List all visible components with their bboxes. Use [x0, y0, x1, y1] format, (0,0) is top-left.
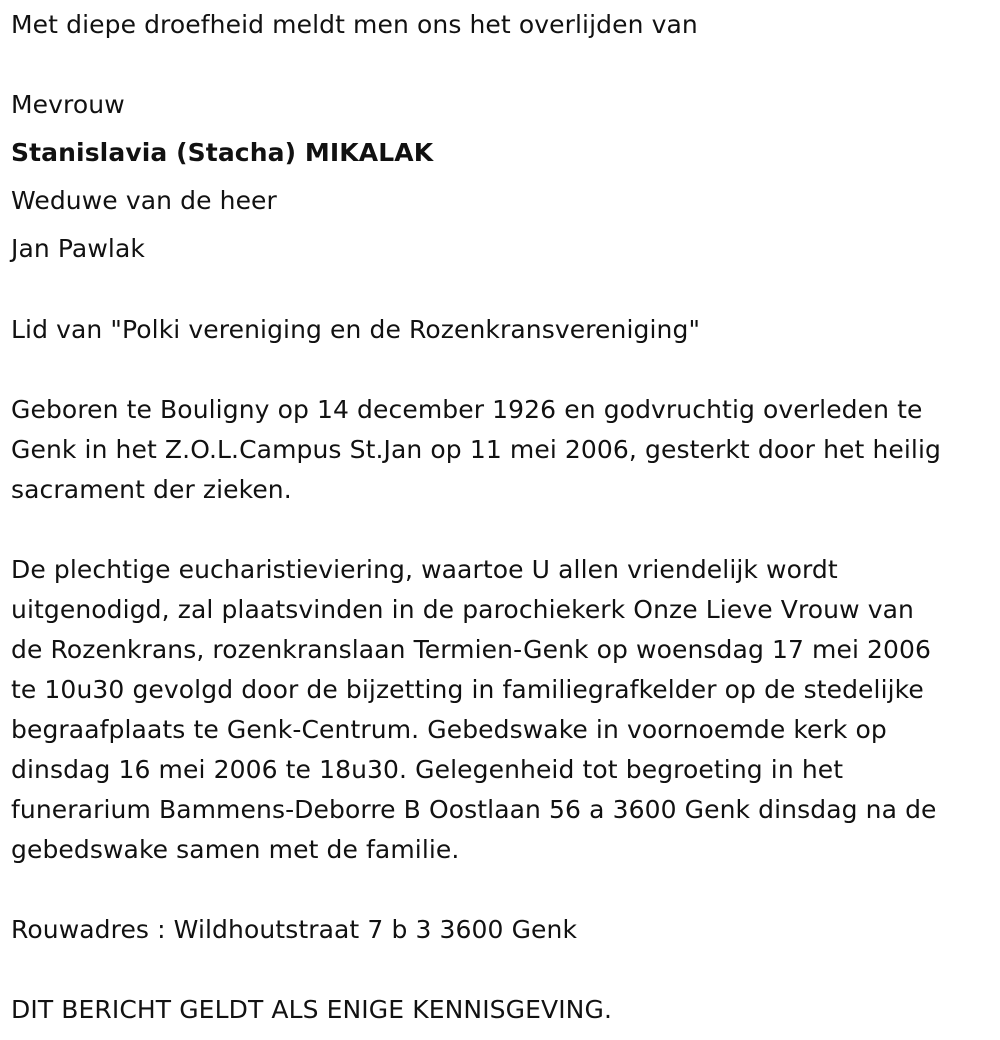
closing-statement: DIT BERICHT GELDT ALS ENIGE KENNISGEVING. [11, 995, 612, 1024]
salutation: Mevrouw [11, 90, 125, 119]
paragraph-line: Geboren te Bouligny op 14 december 1926 en godvruchtig overleden te [11, 395, 923, 424]
ceremony-paragraph [11, 550, 989, 870]
mourning-address: Rouwadres : Wildhoutstraat 7 b 3 3600 Genk [11, 915, 578, 944]
paragraph-line: dinsdag 16 mei 2006 te 18u30. Gelegenheid tot begroeting in het [11, 755, 844, 784]
deceased-name: Stanislavia (Stacha) MIKALAK [11, 138, 434, 167]
paragraph-line: Genk in het Z.O.L.Campus St.Jan op 11 mei 2006, gesterkt door het heilig [11, 435, 941, 464]
paragraph-line: uitgenodigd, zal plaatsvinden in de parochiekerk Onze Lieve Vrouw van [11, 595, 914, 624]
intro-text: Met diepe droefheid meldt men ons het overlijden van [11, 10, 698, 39]
birth-death-paragraph [11, 390, 989, 510]
paragraph-line: te 10u30 gevolgd door de bijzetting in familiegrafkelder op de stedelijke [11, 675, 924, 704]
paragraph-line: de Rozenkrans, rozenkranslaan Termien-Genk op woensdag 17 mei 2006 [11, 635, 932, 664]
spouse-name: Jan Pawlak [11, 234, 145, 263]
paragraph-line: gebedswake samen met de familie. [11, 835, 460, 864]
paragraph-line: funerarium Bammens-Deborre B Oostlaan 56 a 3600 Genk dinsdag na de [11, 795, 937, 824]
widow-of-text: Weduwe van de heer [11, 186, 277, 215]
paragraph-line: sacrament der zieken. [11, 475, 292, 504]
membership-text: Lid van "Polki vereniging en de Rozenkransvereniging" [11, 315, 701, 344]
paragraph-line: begraafplaats te Genk-Centrum. Gebedswake in voornoemde kerk op [11, 715, 887, 744]
paragraph-line: De plechtige eucharistieviering, waartoe U allen vriendelijk wordt [11, 555, 838, 584]
